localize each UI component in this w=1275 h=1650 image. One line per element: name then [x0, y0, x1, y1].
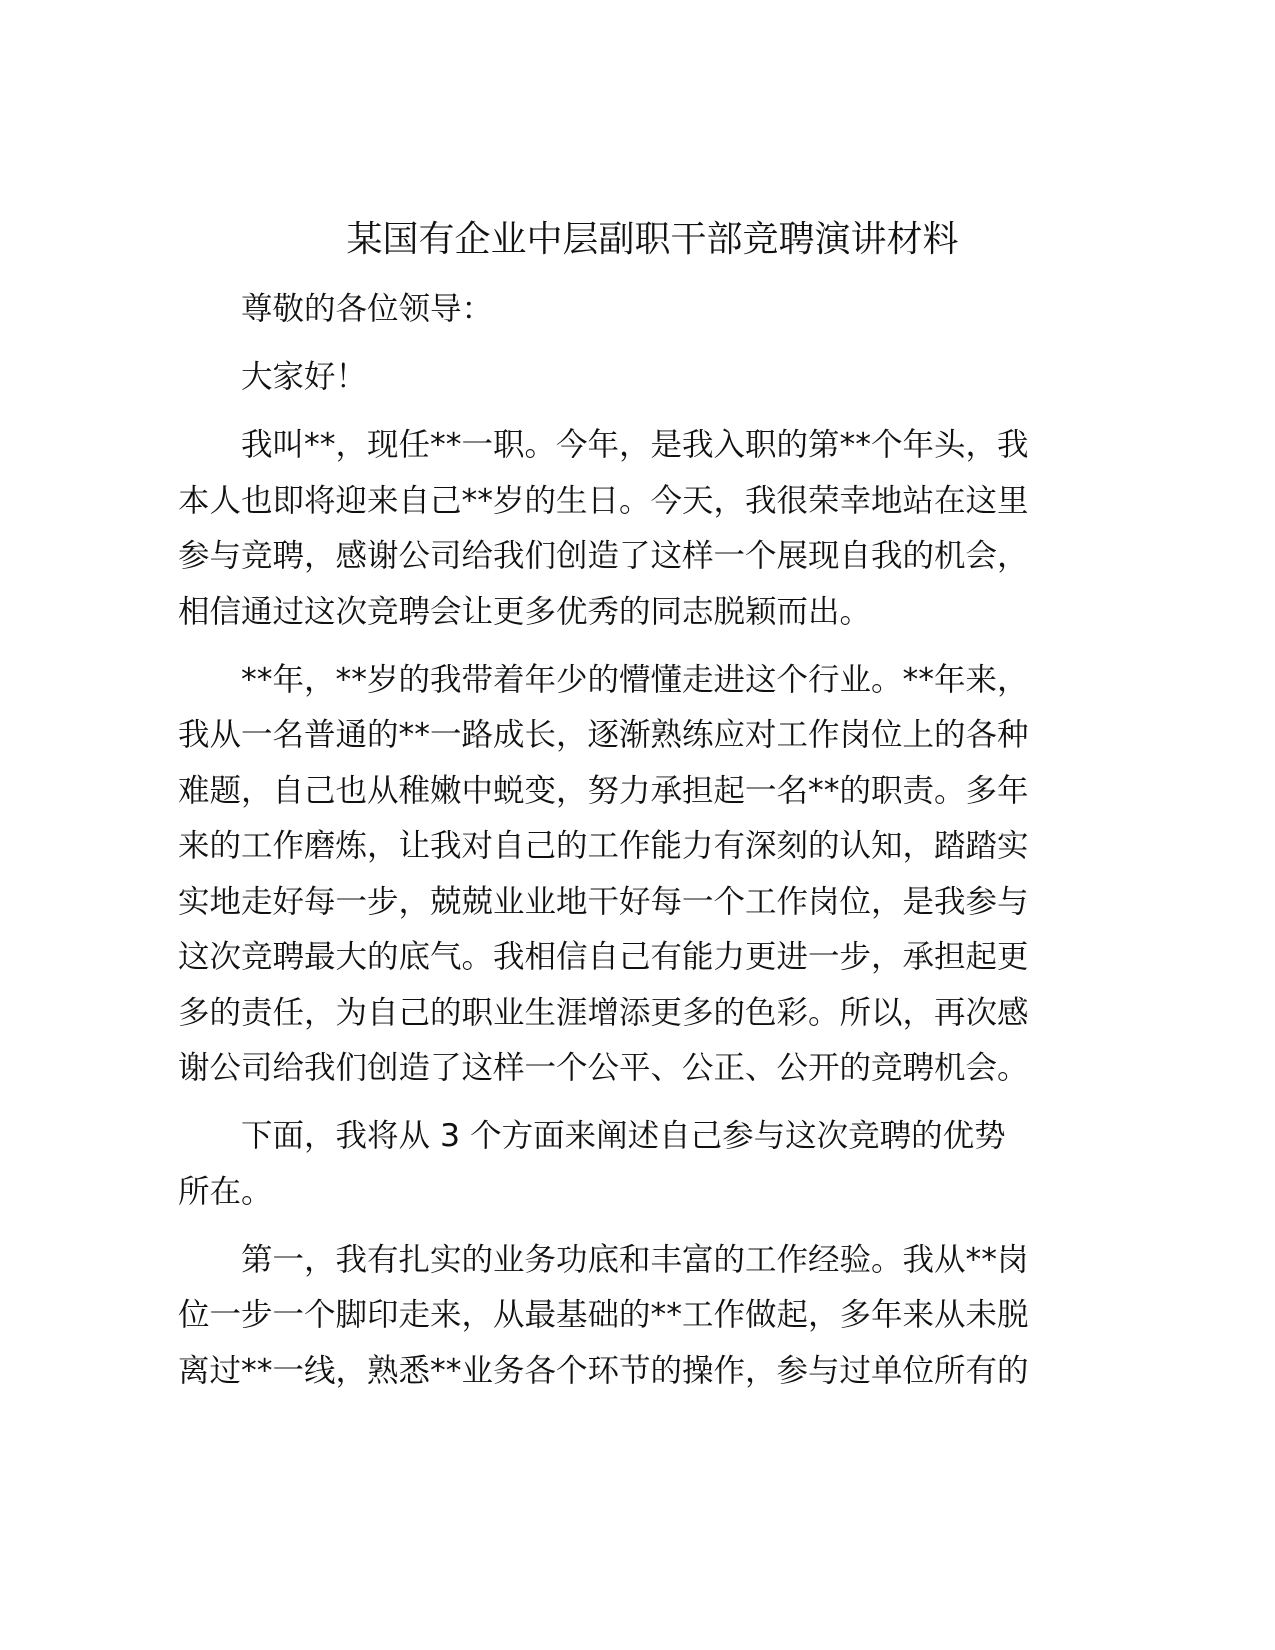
paragraph — [178, 653, 1048, 1097]
text-line: 本人也即将迎来自己**岁的生日。今天，我很荣幸地站在这里 — [178, 482, 1029, 519]
paragraph — [178, 418, 1048, 640]
text-line: 谢公司给我们创造了这样一个公平、公正、公开的竞聘机会。 — [178, 1050, 1029, 1086]
text-line: 位一步一个脚印走来，从最基础的**工作做起，多年来从未脱 — [178, 1297, 1029, 1333]
text-line: 尊敬的各位领导： — [241, 291, 494, 327]
text-line: 我从一名普通的**一路成长，逐渐熟练应对工作岗位上的各种 — [178, 717, 1029, 753]
text-line: 我叫**，现任**一职。今年，是我入职的第**个年头，我 — [241, 427, 1029, 463]
paragraph — [178, 282, 1048, 338]
paragraph — [178, 1233, 1048, 1400]
text-line: **年，**岁的我带着年少的懵懂走进这个行业。**年来， — [241, 661, 1029, 698]
paragraph — [178, 350, 1048, 406]
text-line: 这次竞聘最大的底气。我相信自己有能力更进一步，承担起更 — [178, 939, 1029, 975]
text-line: 第一，我有扎实的业务功底和丰富的工作经验。我从**岗 — [241, 1241, 1029, 1278]
document-title: 某国有企业中层副职干部竞聘演讲材料 — [346, 219, 959, 260]
text-line: 参与竞聘，感谢公司给我们创造了这样一个展现自我的机会， — [178, 538, 1029, 574]
text-line: 多的责任，为自己的职业生涯增添更多的色彩。所以，再次感 — [178, 994, 1029, 1031]
text-line: 相信通过这次竞聘会让更多优秀的同志脱颖而出。 — [178, 593, 872, 630]
text-line: 离过**一线，熟悉**业务各个环节的操作，参与过单位所有的 — [178, 1352, 1029, 1389]
text-line: 大家好！ — [241, 359, 368, 395]
text-line: 下面，我将从 3 个方面来阐述自己参与这次竞聘的优势 — [241, 1118, 1006, 1154]
text-line: 实地走好每一步，兢兢业业地干好每一个工作岗位，是我参与 — [178, 883, 1029, 920]
paragraph — [178, 1109, 1048, 1220]
text-line: 难题，自己也从稚嫩中蜕变，努力承担起一名**的职责。多年 — [178, 772, 1029, 809]
document-body — [178, 282, 1048, 1412]
text-line: 来的工作磨炼，让我对自己的工作能力有深刻的认知，踏踏实 — [178, 828, 1029, 864]
text-line: 所在。 — [178, 1173, 273, 1210]
